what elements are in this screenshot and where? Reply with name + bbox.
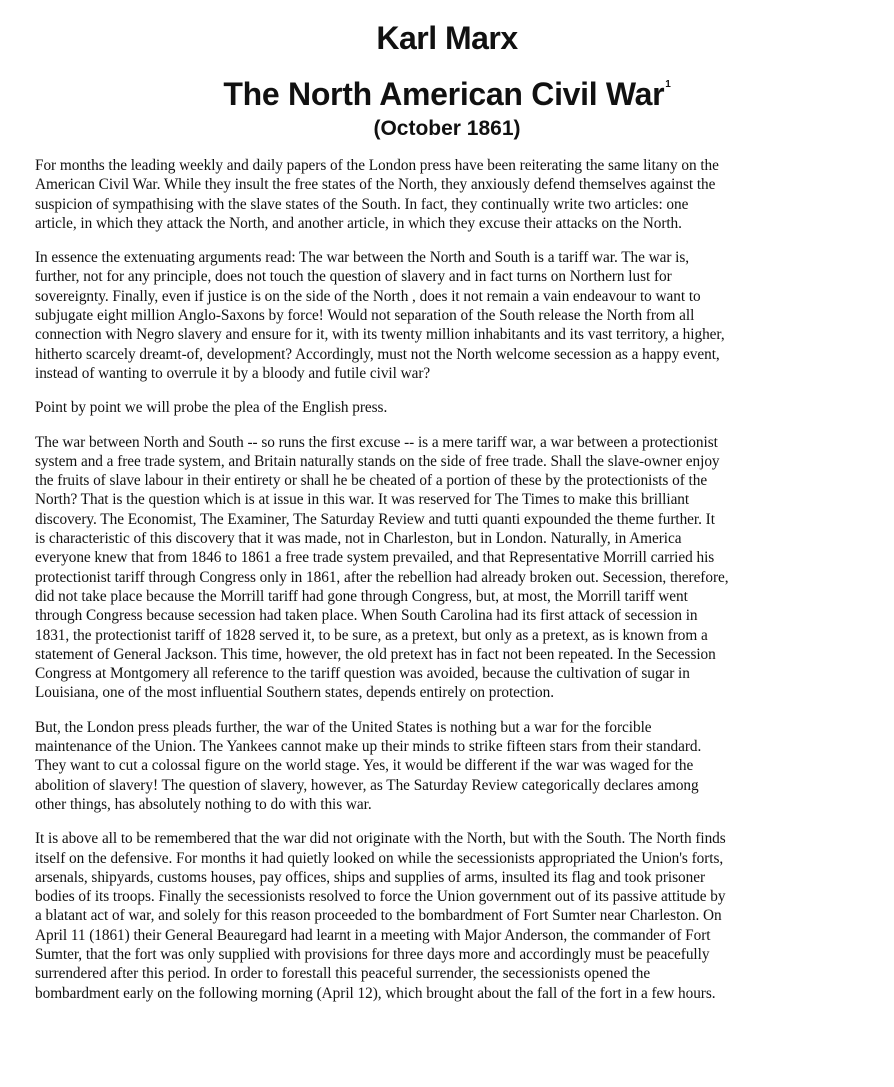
document-date: (October 1861): [373, 117, 521, 140]
body-paragraph: [35, 829, 855, 1003]
document-title: [0, 74, 894, 114]
paragraph-line: instead of wanting to overrule it by a bloody and futile civil war?: [35, 364, 431, 382]
paragraph-line: connection with Negro slavery and ensure for it, with its twenty million inhabitants and its vast territory, a higher,: [35, 326, 725, 344]
paragraph-line: everyone knew that from 1846 to 1861 a free trade system prevailed, and that Representative Morrill carried his: [35, 549, 715, 567]
paragraph-line: the fruits of slave labour in their entirety or shall he be cheated of a portion of these by the protectionists of the: [35, 472, 708, 490]
document-body: [35, 156, 855, 1018]
body-paragraph: [35, 718, 855, 814]
paragraph-line: surrendered after this period. In order to forestall this peaceful surrender, the secessionists opened the: [35, 965, 651, 983]
paragraph-line: did not take place because the Morrill tariff had gone through Congress, but, at most, the Morrill tariff went: [35, 587, 688, 605]
paragraph-line: bombardment early on the following morning (April 12), which brought about the fall of the fort in a few hours.: [35, 984, 716, 1002]
paragraph-line: article, in which they attack the North, and another article, in which they excuse their attacks on the North.: [35, 214, 682, 232]
body-paragraph: [35, 398, 855, 417]
paragraph-line: itself on the defensive. For months it had quietly looked on while the secessionists appropriated the Union's forts,: [35, 849, 724, 867]
paragraph-line: further, not for any principle, does not touch the question of slavery and in fact turns on Northern lust for: [35, 268, 672, 286]
author-heading: Karl Marx: [376, 20, 518, 56]
paragraph-line: suspicion of sympathising with the slave states of the South. In fact, they continually write two articles: one: [35, 195, 689, 213]
paragraph-line: abolition of slavery! The question of slavery, however, as The Saturday Review categorically declares among: [35, 776, 699, 794]
paragraph-line: protectionist tariff through Congress only in 1861, after the rebellion had already broken out. Secession, therefore,: [35, 568, 729, 586]
paragraph-line: Congress at Montgomery all reference to the tariff question was avoided, because the cultivation of sugar in: [35, 665, 690, 683]
paragraph-line: is characteristic of this discovery that it was made, not in Charleston, but in London. Naturally, in America: [35, 530, 682, 548]
body-paragraph: [35, 156, 855, 233]
paragraph-line: sovereignty. Finally, even if justice is on the side of the North , does it not remain a vain endeavour to want to: [35, 287, 701, 305]
paragraph-line: North? That is the question which is at issue in this war. It was reserved for The Times to make this brilliant: [35, 491, 690, 509]
title-text: The North American Civil War: [223, 76, 665, 112]
paragraph-line: statement of General Jackson. This time, however, the old pretext has in fact not been repeated. In the Secession: [35, 645, 716, 663]
body-paragraph: [35, 433, 855, 703]
paragraph-line: Sumter, that the fort was only supplied with provisions for three days more and accordingly must be peacefully: [35, 945, 710, 963]
paragraph-line: system and a free trade system, and Britain naturally stands on the side of free trade. Shall the slave-owner enjoy: [35, 452, 720, 470]
body-paragraph: [35, 248, 855, 383]
paragraph-line: discovery. The Economist, The Examiner, The Saturday Review and tutti quanti expounded the theme further. It: [35, 510, 715, 528]
paragraph-line: It is above all to be remembered that the war did not originate with the North, but with the South. The North finds: [35, 830, 726, 848]
paragraph-line: Point by point we will probe the plea of the English press.: [35, 399, 388, 417]
footnote-marker: 1: [665, 79, 671, 90]
paragraph-line: The war between North and South -- so runs the first excuse -- is a mere tariff war, a war between a protectionist: [35, 433, 718, 451]
paragraph-line: In essence the extenuating arguments read: The war between the North and South is a tariff war. The war is,: [35, 249, 690, 267]
paragraph-line: a blatant act of war, and solely for this reason proceeded to the bombardment of Fort Sumter near Charleston. On: [35, 907, 722, 925]
paragraph-line: through Congress because secession had taken place. When South Carolina had its first attack of secession in: [35, 607, 698, 625]
paragraph-line: Louisiana, one of the most influential Southern states, depends entirely on protection.: [35, 684, 555, 702]
paragraph-line: April 11 (1861) their General Beauregard had learnt in a meeting with Major Anderson, the commander of Fort: [35, 926, 711, 944]
paragraph-line: 1831, the protectionist tariff of 1828 served it, to be sure, as a pretext, but only as a pretext, as is known from a: [35, 626, 708, 644]
paragraph-line: arsenals, shipyards, customs houses, pay offices, ships and supplies of arms, insulted its flag and took prisoner: [35, 868, 706, 886]
paragraph-line: maintenance of the Union. The Yankees cannot make up their minds to strike fifteen stars from their standard.: [35, 738, 702, 756]
paragraph-line: bodies of its troops. Finally the secessionists resolved to force the Union government out of its passive attitude by: [35, 888, 726, 906]
paragraph-line: But, the London press pleads further, the war of the United States is nothing but a war for the forcible: [35, 718, 652, 736]
paragraph-line: For months the leading weekly and daily papers of the London press have been reiterating the same litany on the: [35, 157, 719, 174]
paragraph-line: subjugate eight million Anglo-Saxons by force! Would not separation of the South release the North from all: [35, 307, 695, 325]
paragraph-line: other things, has absolutely nothing to do with this war.: [35, 795, 372, 813]
paragraph-line: They want to cut a colossal figure on the world stage. Yes, it would be different if the war was waged for the: [35, 757, 694, 775]
paragraph-line: American Civil War. While they insult the free states of the North, they anxiously defend themselves against the: [35, 176, 716, 194]
paragraph-line: hitherto scarcely dreamt-of, development? Accordingly, must not the North welcome secession as a happy event,: [35, 345, 720, 363]
